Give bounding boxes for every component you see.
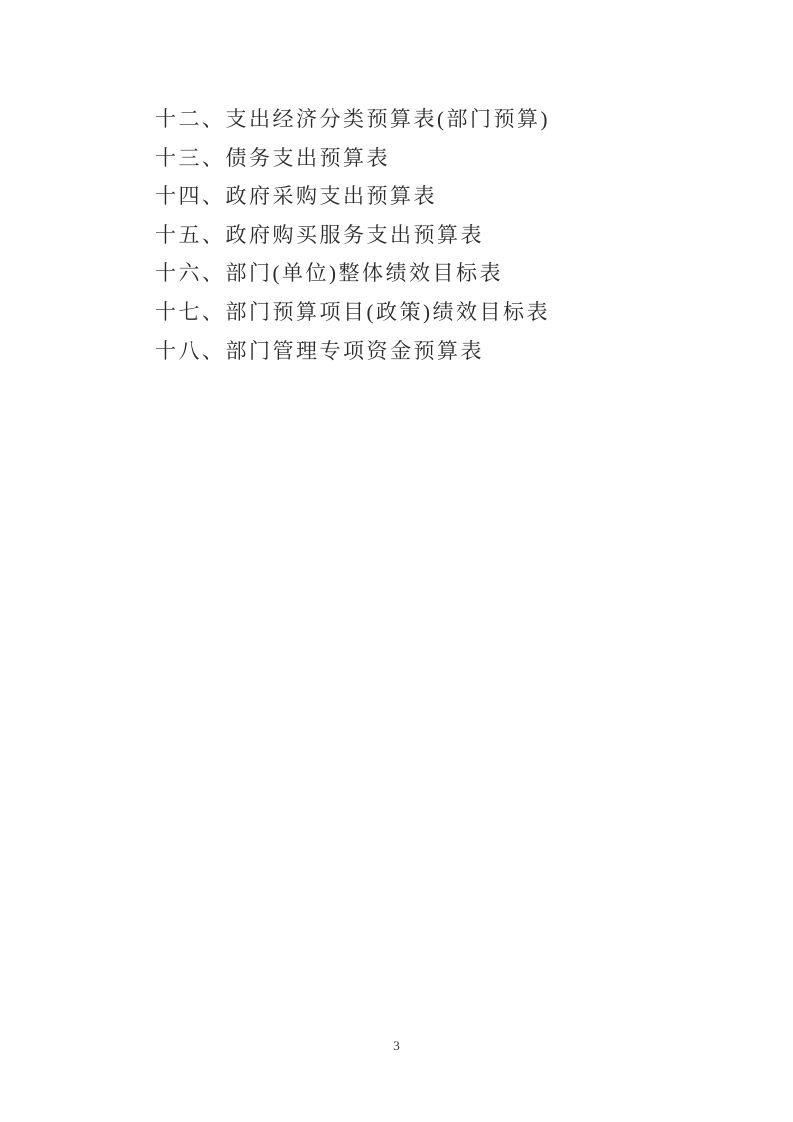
toc-item: 十七、部门预算项目(政策)绩效目标表 xyxy=(155,299,550,324)
toc-item: 十三、债务支出预算表 xyxy=(155,145,390,170)
toc-item: 十五、政府购买服务支出预算表 xyxy=(155,222,484,247)
toc-item: 十八、部门管理专项资金预算表 xyxy=(155,338,484,363)
toc-item: 十二、支出经济分类预算表(部门预算) xyxy=(155,107,550,131)
toc-list xyxy=(155,100,550,370)
page-number: 3 xyxy=(393,1038,400,1053)
toc-item: 十四、政府采购支出预算表 xyxy=(155,184,437,209)
toc-item: 十六、部门(单位)整体绩效目标表 xyxy=(155,261,503,286)
